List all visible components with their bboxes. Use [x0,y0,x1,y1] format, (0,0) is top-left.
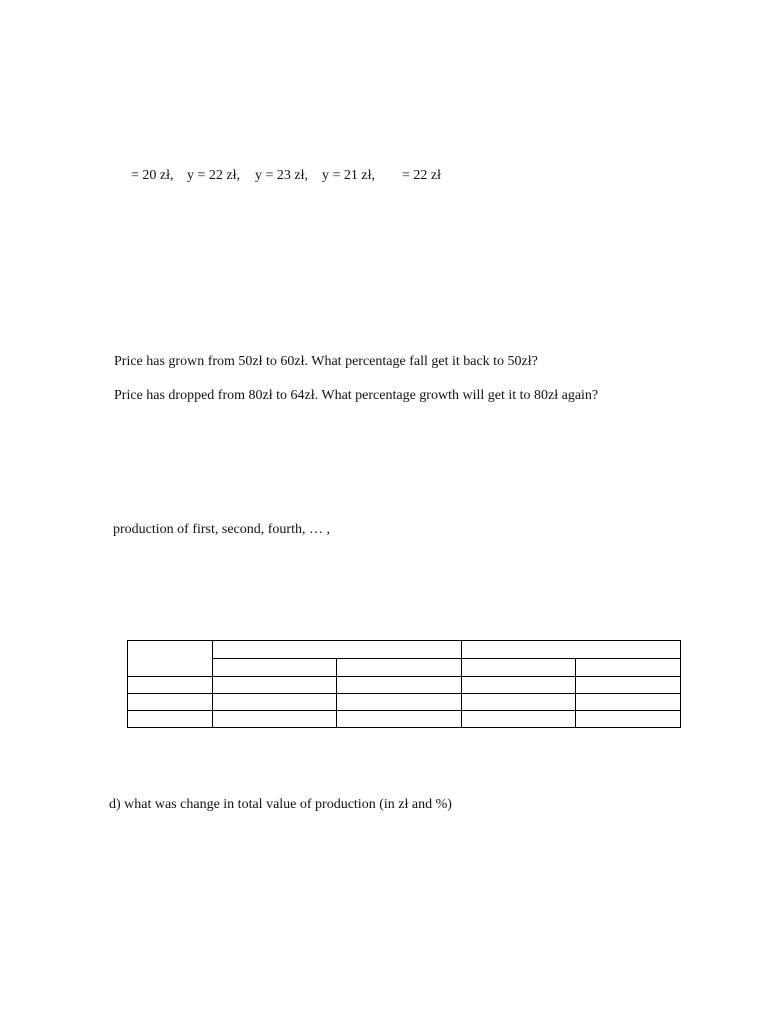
table-cell [461,694,575,711]
table-header-row [128,641,681,659]
table-cell [575,694,680,711]
price-value-2: y = 22 zł, [187,168,240,183]
table-subheader-cell [575,659,680,677]
table-header-group-1 [213,641,461,659]
table-cell [575,677,680,694]
table-row [128,694,681,711]
price-values-line [124,152,441,184]
question-d: d) what was change in total value of production (in zł and %) [109,797,452,812]
table-subheader-cell [337,659,461,677]
production-line: production of first, second, fourth, … , [113,522,330,537]
table-header-corner [128,641,213,677]
table-cell [128,694,213,711]
table-cell [213,694,337,711]
table-cell [128,711,213,728]
question-price-drop: Price has dropped from 80zł to 64zł. What percentage growth will get it to 80zł again? [114,388,599,403]
table-cell [337,711,461,728]
table-cell [213,677,337,694]
table-cell [337,677,461,694]
price-value-1: = 20 zł, [131,168,174,183]
price-value-5: = 22 zł [402,168,441,183]
table-cell [213,711,337,728]
table-cell [461,677,575,694]
price-value-3: y = 23 zł, [255,168,308,183]
table-subheader-cell [461,659,575,677]
production-table [127,640,681,728]
question-price-growth: Price has grown from 50zł to 60zł. What percentage fall get it back to 50zł? [114,354,538,369]
table-cell [337,694,461,711]
table-subheader-cell [213,659,337,677]
table-row [128,711,681,728]
table-row [128,677,681,694]
table-cell [575,711,680,728]
table-cell [128,677,213,694]
price-value-4: y = 21 zł, [322,168,375,183]
table-cell [461,711,575,728]
table-header-group-2 [461,641,680,659]
